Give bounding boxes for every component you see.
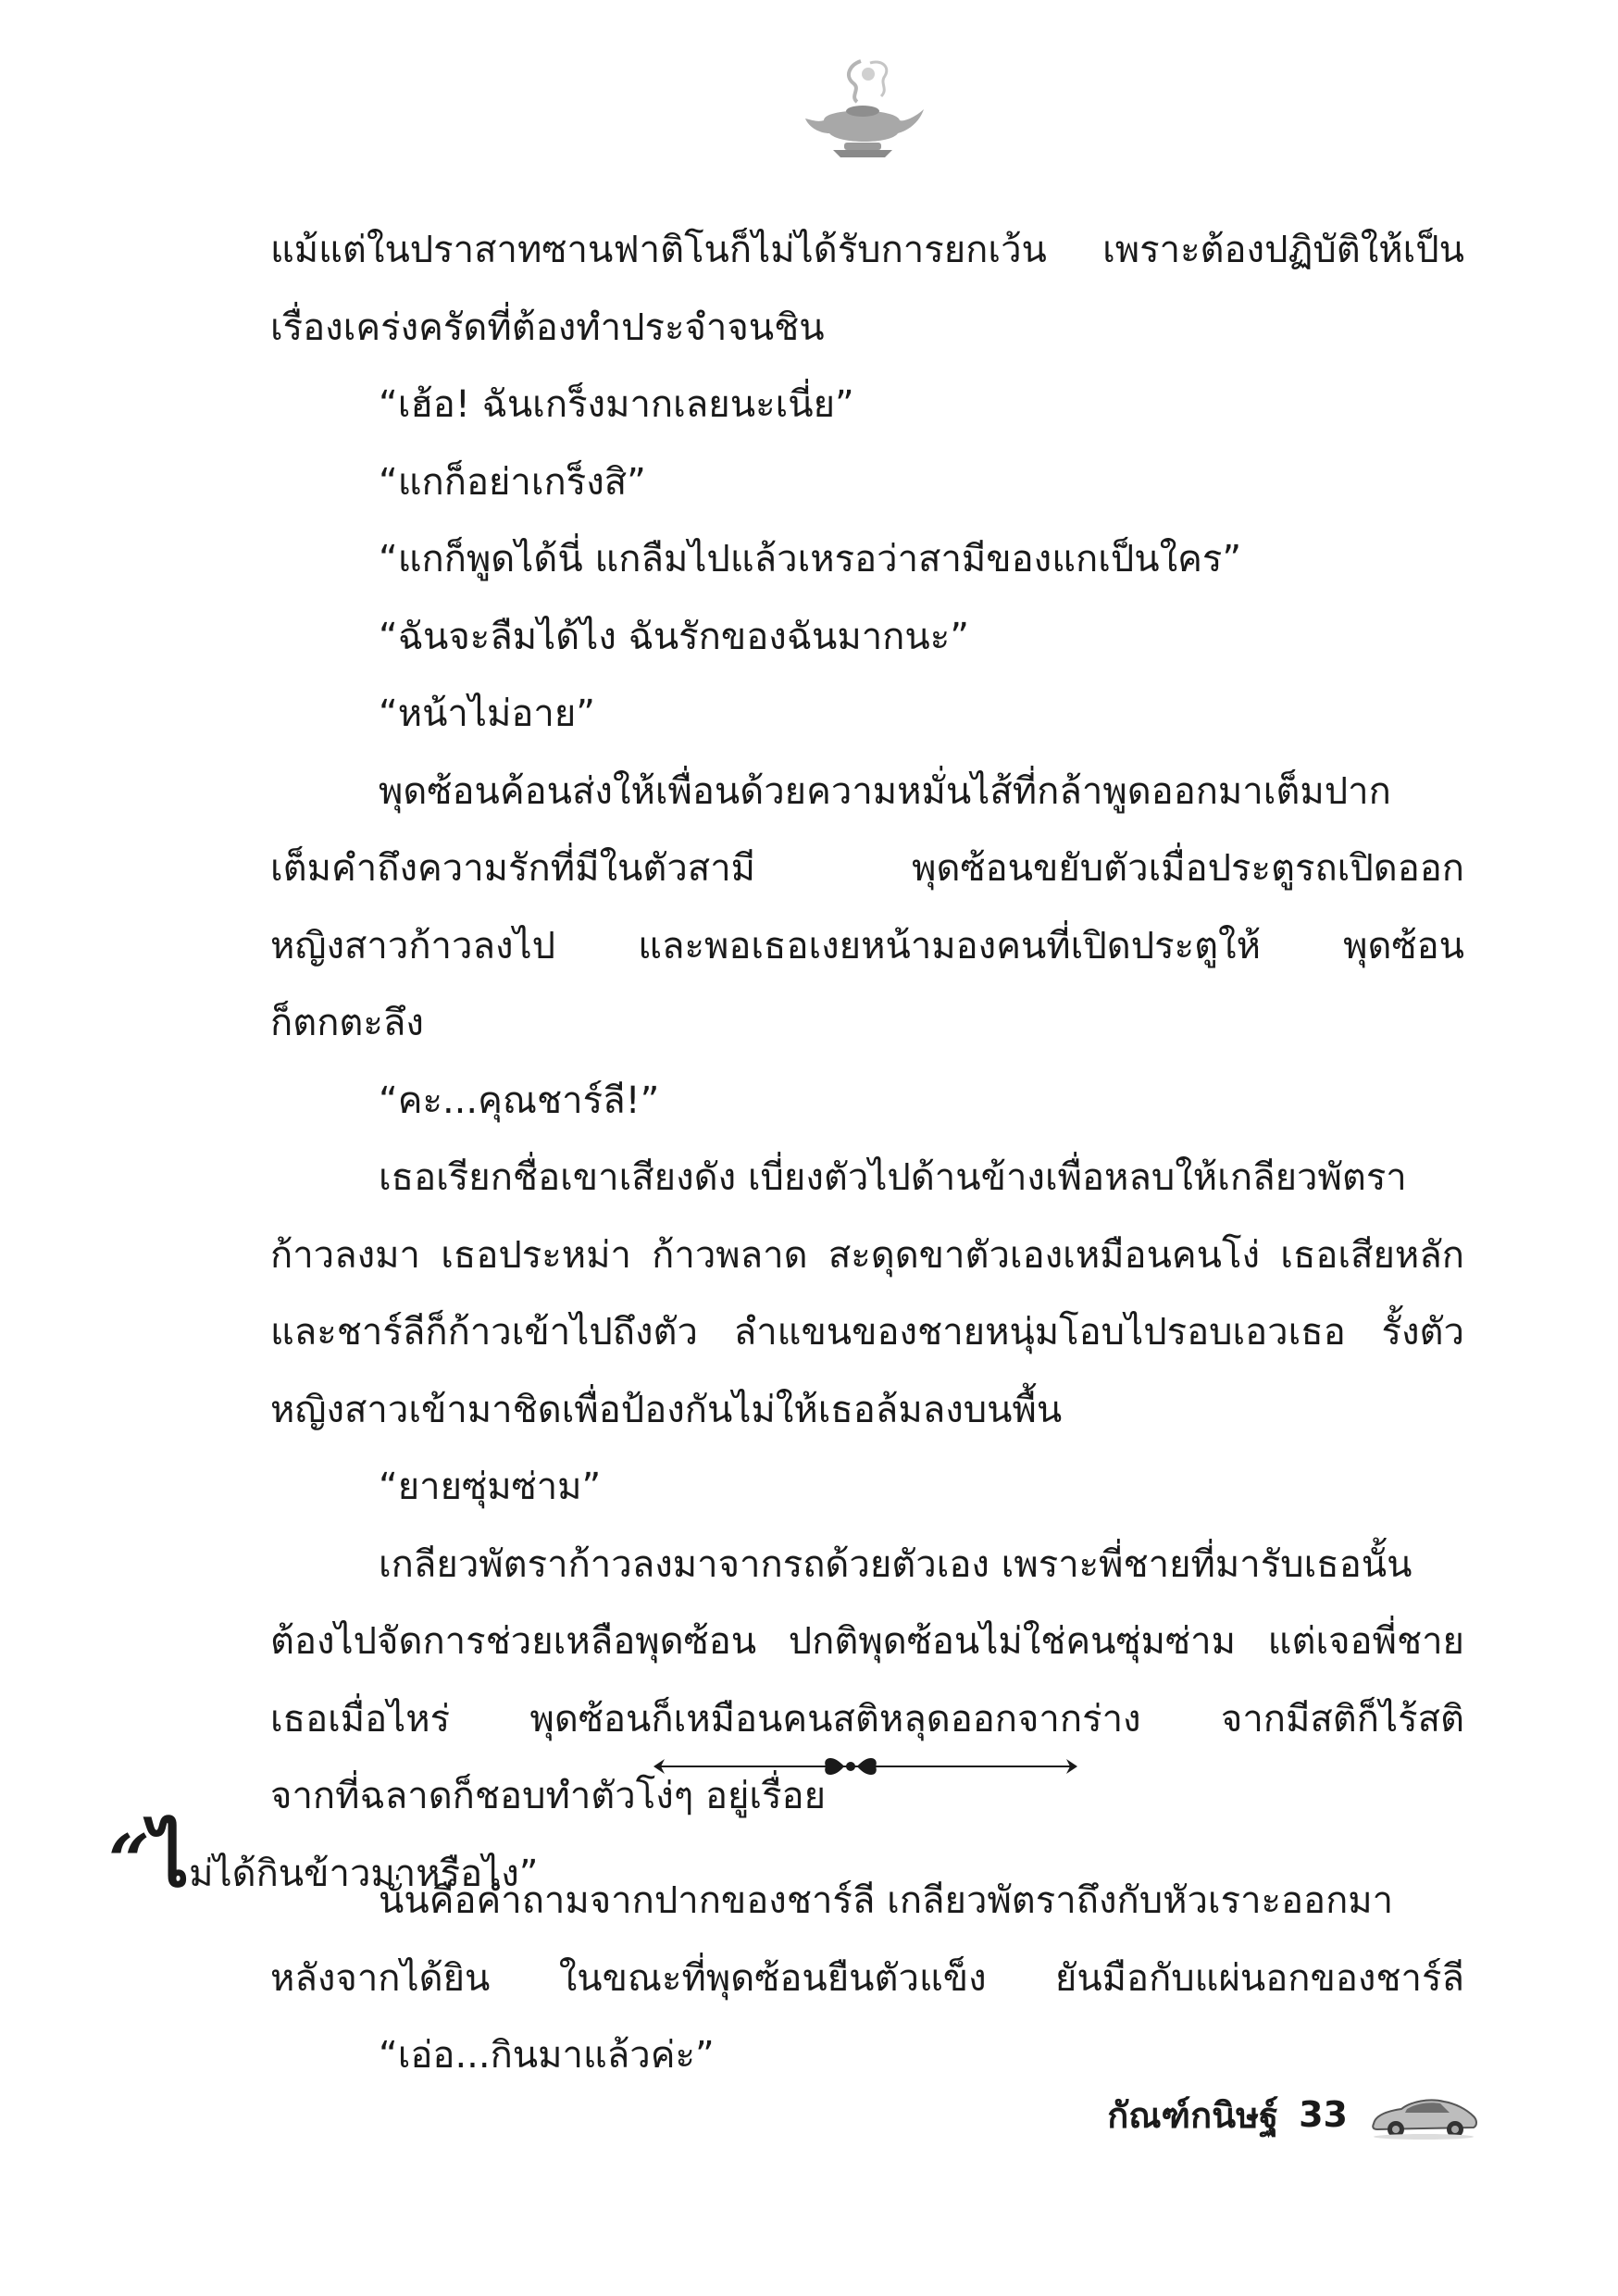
- page-footer: [1107, 2087, 1479, 2142]
- text-line: ก้าวลงมา เธอประหม่า ก้าวพลาด สะดุดขาตัวเองเหมือนคนโง่ เธอเสียหลัก: [270, 1233, 1464, 1277]
- text-line: “ฉันจะลืมได้ไง ฉันรักของฉันมากนะ”: [379, 615, 969, 658]
- magic-lamp-icon: [796, 54, 926, 165]
- ribbon-divider-icon: [648, 1748, 1083, 1785]
- text-line: พุดซ้อนค้อนส่งให้เพื่อนด้วยความหมั่นไส้ที่กล้าพูดออกมาเต็มปาก: [379, 769, 1391, 813]
- page-number: 33: [1299, 2094, 1348, 2135]
- text-line: และชาร์ลีก็ก้าวเข้าไปถึงตัว ลำแขนของชายหนุ่มโอบไปรอบเอวเธอ รั้งตัว: [270, 1311, 1464, 1354]
- text-line: นั่นคือคำถามจากปากของชาร์ลี เกลียวพัตราถึงกับหัวเราะออกมา: [379, 1879, 1394, 1922]
- text-line: เกลียวพัตราก้าวลงมาจากรถด้วยตัวเอง เพราะพี่ชายที่มารับเธอนั้น: [379, 1542, 1413, 1586]
- text-line: “เอ่อ...กินมาแล้วค่ะ”: [379, 2034, 715, 2077]
- text-line: แม้แต่ในปราสาทซานฟาติโนก็ไม่ได้รับการยกเว้น เพราะต้องปฏิบัติให้เป็น: [270, 229, 1464, 271]
- text-line: ต้องไปจัดการช่วยเหลือพุดซ้อน ปกติพุดซ้อนไม่ใช่คนซุ่มซ่าม แต่เจอพี่ชาย: [270, 1620, 1464, 1663]
- text-line: “คะ...คุณชาร์ลี!”: [379, 1079, 660, 1122]
- text-line: “หน้าไม่อาย”: [379, 693, 596, 735]
- text-line: หญิงสาวเข้ามาชิดเพื่อป้องกันไม่ให้เธอล้มลงบนพื้น: [270, 1388, 1063, 1431]
- dropcap-line: [108, 1796, 539, 1904]
- text-line: “แกก็พูดได้นี่ แกลืมไปแล้วเหรอว่าสามีของแกเป็นใคร”: [379, 538, 1242, 580]
- text-line: เธอเมื่อไหร่ พุดซ้อนก็เหมือนคนสติหลุดออกจากร่าง จากมีสติก็ไร้สติ: [270, 1697, 1464, 1741]
- text-line: เธอเรียกชื่อเขาเสียงดัง เบี่ยงตัวไปด้านข้างเพื่อหลบให้เกลียวพัตรา: [379, 1156, 1407, 1199]
- text-line: หญิงสาวก้าวลงไป และพอเธอเงยหน้ามองคนที่เปิดประตูให้ พุดซ้อน: [270, 924, 1464, 967]
- text-line: จากที่ฉลาดก็ชอบทำตัวโง่ๆ อยู่เรื่อย: [270, 1775, 827, 1817]
- text-line: “ยายซุ่มซ่าม”: [379, 1466, 602, 1508]
- dropcap-letter: ไ: [149, 1813, 190, 1904]
- text-line: “แกก็อย่าเกร็งสิ”: [379, 460, 646, 504]
- dropcap-rest: ม่ได้กินข้าวมาหรือไง”: [189, 1853, 539, 1895]
- text-line: เรื่องเคร่งครัดที่ต้องทำประจำจนชิน: [270, 306, 825, 349]
- dropcap-quote: “: [108, 1819, 150, 1903]
- text-line: เต็มคำถึงความรักที่มีในตัวสามี พุดซ้อนขยับตัวเมื่อประตูรถเปิดออก: [270, 847, 1464, 890]
- text-line: ก็ตกตะลึง: [270, 1002, 424, 1044]
- text-line: หลังจากได้ยิน ในขณะที่พุดซ้อนยืนตัวแข็ง ยันมือกับแผ่นอกของชาร์ลี: [270, 1956, 1464, 2000]
- book-title: กัณฑ์กนิษฐ์: [1107, 2094, 1279, 2136]
- text-line: “เฮ้อ! ฉันเกร็งมากเลยนะเนี่ย”: [379, 383, 854, 426]
- sports-car-icon: [1368, 2089, 1479, 2140]
